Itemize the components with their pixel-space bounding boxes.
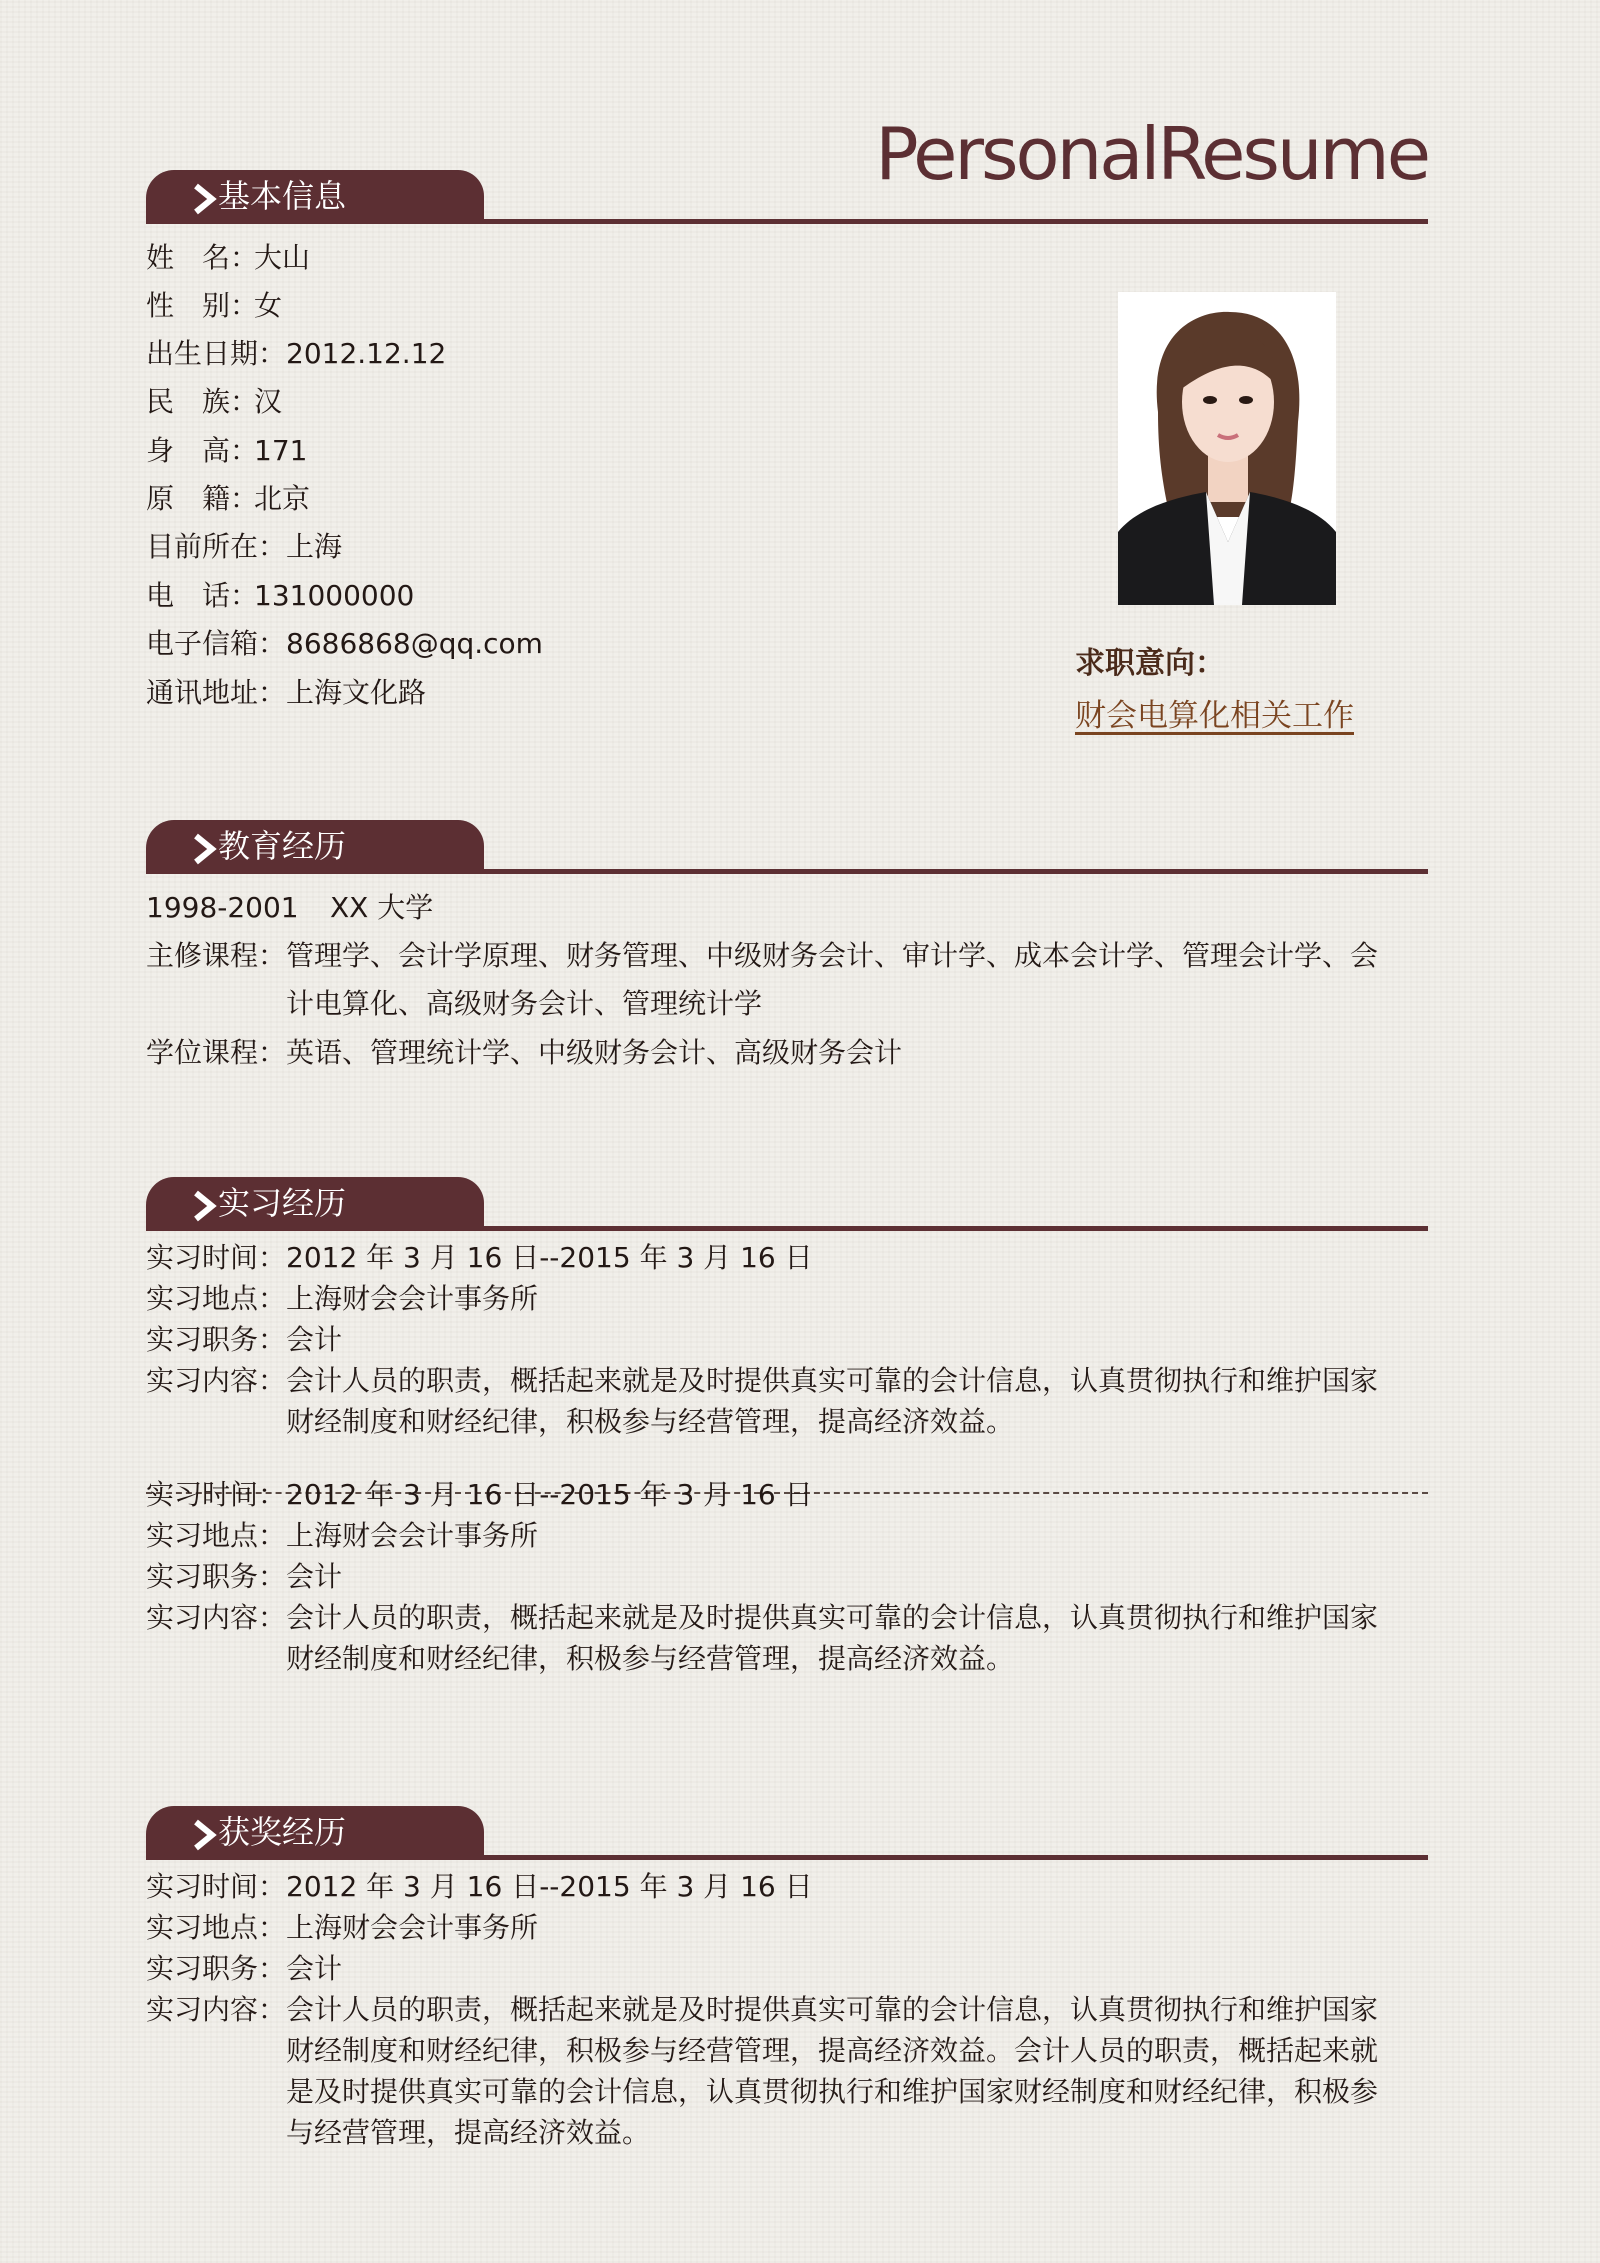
chevron-right-icon <box>192 1190 218 1222</box>
time-label: 实习时间： <box>146 1870 287 1903</box>
place-value: 上海财会会计事务所 <box>286 1519 539 1552</box>
email-value[interactable]: 8686868@qq.com <box>286 627 543 660</box>
height-value: 171 <box>254 434 308 467</box>
divider <box>146 219 1428 224</box>
place-label: 实习地点： <box>146 1282 287 1315</box>
time-value: 2012 年 3 月 16 日--2015 年 3 月 16 日 <box>286 1870 813 1903</box>
content-line: 财经制度和财经纪律，积极参与经营管理，提高经济效益。 <box>286 1642 1015 1675</box>
content-label: 实习内容： <box>146 1993 287 2026</box>
content-line: 会计人员的职责，概括起来就是及时提供真实可靠的会计信息，认真贯彻执行和维护国家 <box>286 1364 1379 1397</box>
section-title: 获奖经历 <box>218 1813 347 1851</box>
content-label: 实习内容： <box>146 1601 287 1634</box>
name-label: 姓 名： <box>146 241 259 274</box>
gender-value: 女 <box>254 289 283 322</box>
major-courses-line: 管理学、会计学原理、财务管理、中级财务会计、审计学、成本会计学、管理会计学、会 <box>286 939 1379 972</box>
divider <box>146 1855 1428 1860</box>
email-label: 电子信箱： <box>146 627 287 660</box>
portrait-illustration <box>1118 292 1336 605</box>
section-title: 基本信息 <box>218 177 347 215</box>
profile-photo <box>1118 292 1336 605</box>
location-label: 目前所在： <box>146 530 287 563</box>
ethnicity-label: 民 族： <box>146 385 259 418</box>
place-value: 上海财会会计事务所 <box>286 1282 539 1315</box>
time-label: 实习时间： <box>146 1241 287 1274</box>
role-label: 实习职务： <box>146 1560 287 1593</box>
section-header-awards <box>146 1806 1428 1861</box>
brand-title: PersonalResume <box>875 112 1428 196</box>
place-value: 上海财会会计事务所 <box>286 1911 539 1944</box>
chevron-right-icon <box>192 183 218 215</box>
role-value: 会计 <box>286 1560 343 1593</box>
birthdate-value: 2012.12.12 <box>286 337 447 370</box>
content-line: 与经营管理，提高经济效益。 <box>286 2116 651 2149</box>
content-line: 会计人员的职责，概括起来就是及时提供真实可靠的会计信息，认真贯彻执行和维护国家 <box>286 1601 1379 1634</box>
divider <box>146 869 1428 874</box>
height-label: 身 高： <box>146 434 259 467</box>
chevron-right-icon <box>192 1819 218 1851</box>
phone-label: 电 话： <box>146 579 259 612</box>
content-line: 会计人员的职责，概括起来就是及时提供真实可靠的会计信息，认真贯彻执行和维护国家 <box>286 1993 1379 2026</box>
section-header-basic <box>146 170 1428 225</box>
role-label: 实习职务： <box>146 1952 287 1985</box>
role-value: 会计 <box>286 1952 343 1985</box>
degree-courses-value: 英语、管理统计学、中级财务会计、高级财务会计 <box>286 1036 903 1069</box>
ethnicity-value: 汉 <box>254 385 283 418</box>
section-title: 实习经历 <box>218 1184 347 1222</box>
divider <box>146 1226 1428 1231</box>
origin-label: 原 籍： <box>146 482 259 515</box>
place-label: 实习地点： <box>146 1519 287 1552</box>
objective-label: 求职意向： <box>1075 646 1225 681</box>
time-value: 2012 年 3 月 16 日--2015 年 3 月 16 日 <box>286 1241 813 1274</box>
role-value: 会计 <box>286 1323 343 1356</box>
place-label: 实习地点： <box>146 1911 287 1944</box>
objective-link[interactable]: 财会电算化相关工作 <box>1075 698 1354 734</box>
content-line: 财经制度和财经纪律，积极参与经营管理，提高经济效益。 <box>286 1405 1015 1438</box>
content-line: 是及时提供真实可靠的会计信息，认真贯彻执行和维护国家财经制度和财经纪律，积极参 <box>286 2075 1379 2108</box>
location-value: 上海 <box>286 530 343 563</box>
major-courses-label: 主修课程： <box>146 939 287 972</box>
phone-value: 131000000 <box>254 579 415 612</box>
section-title: 教育经历 <box>218 827 347 865</box>
birthdate-label: 出生日期： <box>146 337 287 370</box>
section-header-internship <box>146 1177 1428 1232</box>
origin-value: 北京 <box>254 482 311 515</box>
education-school: XX 大学 <box>330 891 434 924</box>
major-courses-line: 计电算化、高级财务会计、管理统计学 <box>286 987 763 1020</box>
name-value: 大山 <box>254 241 311 274</box>
chevron-right-icon <box>192 833 218 865</box>
degree-courses-label: 学位课程： <box>146 1036 287 1069</box>
time-value: 2012 年 3 月 16 日--2015 年 3 月 16 日 <box>286 1478 813 1511</box>
gender-label: 性 别： <box>146 289 259 322</box>
content-label: 实习内容： <box>146 1364 287 1397</box>
content-line: 财经制度和财经纪律，积极参与经营管理，提高经济效益。会计人员的职责，概括起来就 <box>286 2034 1379 2067</box>
education-period: 1998-2001 <box>146 891 299 924</box>
address-value: 上海文化路 <box>286 676 427 709</box>
address-label: 通讯地址： <box>146 676 287 709</box>
time-label: 实习时间： <box>146 1478 287 1511</box>
role-label: 实习职务： <box>146 1323 287 1356</box>
section-header-education <box>146 820 1428 875</box>
